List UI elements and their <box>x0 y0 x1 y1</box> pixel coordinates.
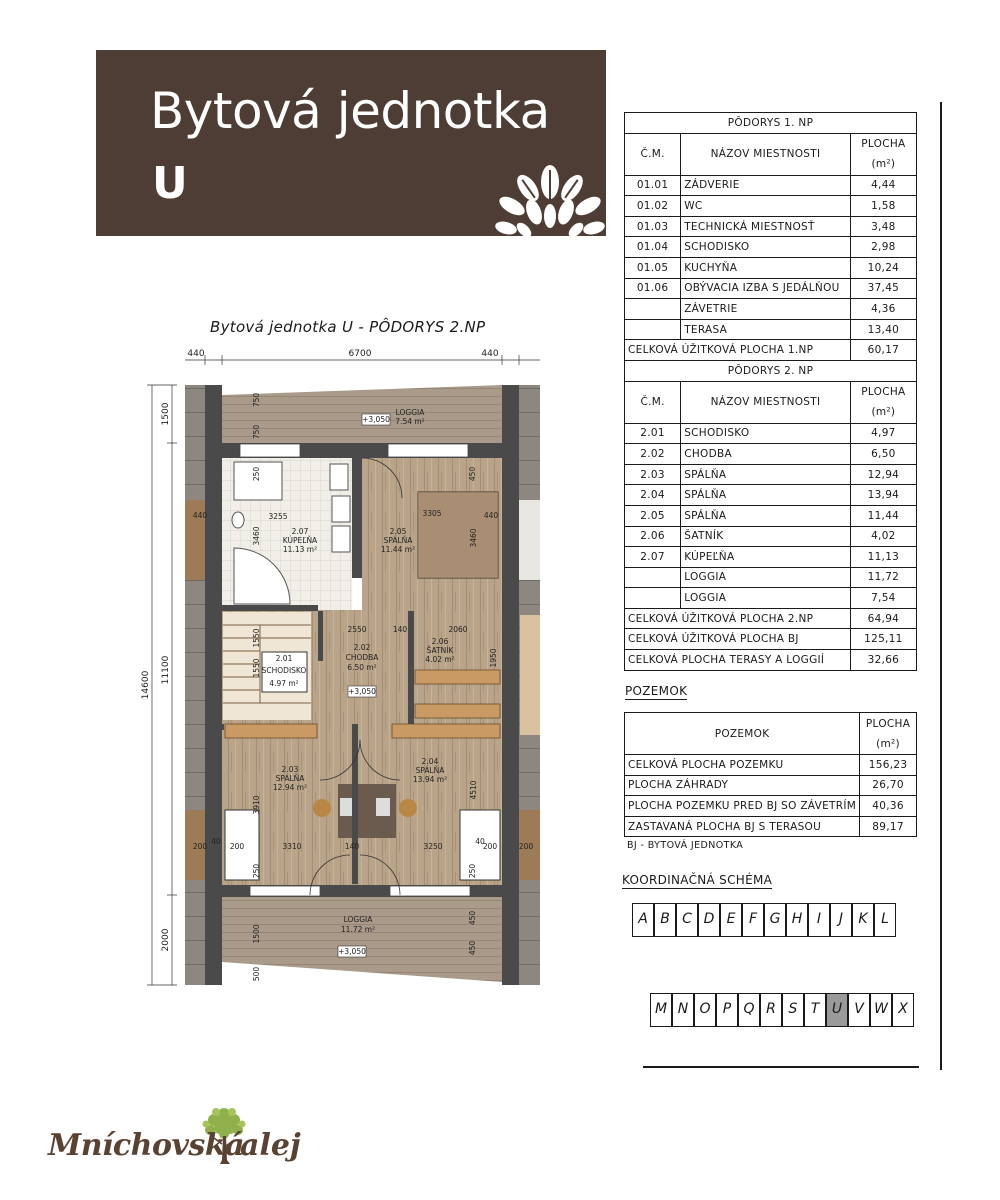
room-2-05-name: SPÁLŇA <box>383 536 413 545</box>
dim-250: 250 <box>252 466 261 482</box>
dim-40-a: 40 <box>211 837 221 846</box>
coord-cell-letter: K <box>858 911 868 927</box>
table-row: ZÁVETRIE 4,36 <box>625 299 917 320</box>
dim-140-b: 140 <box>344 842 360 851</box>
dim-6700: 6700 <box>348 349 372 359</box>
coord-cell-b <box>654 903 676 937</box>
coord-cell-letter: A <box>638 911 648 927</box>
dim-3305: 3305 <box>422 509 442 518</box>
coord-cell-u <box>826 993 848 1027</box>
coord-cell-q <box>738 993 760 1027</box>
table-row: PLOCHA POZEMKU PRED BJ SO ZÁVETRÍM 40,36 <box>625 796 917 817</box>
coord-cell-letter: E <box>726 911 736 927</box>
floor-plan-title: Bytová jednotka U - PÔDORYS 2.NP <box>210 318 486 336</box>
table-row: 2.01 SCHODISKO 4,97 <box>625 423 917 444</box>
dim-1500-b: 1500 <box>252 924 261 944</box>
table-row: 01.02 WC 1,58 <box>625 196 917 217</box>
dim-500: 500 <box>252 966 261 982</box>
table-row: 2.02 CHODBA 6,50 <box>625 444 917 465</box>
coord-cell-letter: S <box>788 1001 798 1017</box>
room-2-07-area: 11.13 m² <box>282 545 318 554</box>
dim-1950: 1950 <box>489 648 498 668</box>
coord-cell-l <box>874 903 896 937</box>
coord-scheme-heading: KOORDINAČNÁ SCHÉMA <box>622 873 773 887</box>
dim-440-right: 440 <box>481 349 499 359</box>
dim-40-b: 40 <box>475 837 485 846</box>
dim-4510: 4510 <box>469 780 478 800</box>
coord-cell-p <box>716 993 738 1027</box>
logo-text-main: Mníchovská <box>48 1128 245 1163</box>
level-loggia-bottom: +3,050 <box>338 947 366 956</box>
coord-cell-r <box>760 993 782 1027</box>
col-area-header: PLOCHA (m²) <box>850 133 916 175</box>
room-2-03-area: 12.94 m² <box>272 783 308 792</box>
loggia-top-name: LOGGIA <box>395 408 425 417</box>
room-2-04-num: 2.04 <box>421 757 439 766</box>
room-2-07-num: 2.07 <box>291 527 309 536</box>
dim-1550-a: 1550 <box>252 628 261 648</box>
table-row: 2.04 SPÁLŇA 13,94 <box>625 485 917 506</box>
coord-cell-letter: H <box>791 911 803 927</box>
coord-cell-m <box>650 993 672 1027</box>
dim-11100: 11100 <box>161 655 171 685</box>
table-row: LOGGIA 7,54 <box>625 588 917 609</box>
level-loggia-top: +3,050 <box>362 415 390 424</box>
divider-horizontal <box>643 1066 919 1068</box>
abbreviation-note: BJ - BYTOVÁ JEDNOTKA <box>627 840 744 851</box>
banner-title: Bytová jednotka <box>150 82 550 140</box>
coord-cell-f <box>742 903 764 937</box>
room-2-06-area: 4.02 m² <box>425 655 455 664</box>
dim-750-a: 750 <box>252 392 261 408</box>
coord-cell-letter: N <box>677 1001 689 1017</box>
col-pozemok-header: POZEMOK <box>625 713 860 755</box>
table-row: 01.05 KUCHYŇA 10,24 <box>625 257 917 278</box>
table-row: 2.03 SPÁLŇA 12,94 <box>625 464 917 485</box>
pozemok-table <box>624 712 917 837</box>
coord-cell-letter: P <box>722 1001 732 1017</box>
coord-cell-letter: J <box>838 911 844 927</box>
coord-cell-letter: M <box>654 1001 668 1017</box>
coord-cell-d <box>698 903 720 937</box>
dim-450-a: 450 <box>468 466 477 482</box>
dim-3460-b: 3460 <box>469 528 478 548</box>
coord-cell-i <box>808 903 830 937</box>
room-2-02-name: CHODBA <box>345 653 379 662</box>
col-area-header: PLOCHA (m²) <box>860 713 917 755</box>
table-row: LOGGIA 11,72 <box>625 567 917 588</box>
section-1np-title: PÔDORYS 1. NP <box>625 113 917 134</box>
dim-3255: 3255 <box>268 512 288 521</box>
coord-cell-w <box>870 993 892 1027</box>
room-2-04-area: 13.94 m² <box>412 775 448 784</box>
total-row-2np: CELKOVÁ ÚŽITKOVÁ PLOCHA 2.NP 64,94 <box>625 608 917 629</box>
table-row: TERASA 13,40 <box>625 319 917 340</box>
col-name-header: NÁZOV MIESTNOSTI <box>681 381 851 423</box>
coord-cell-letter: O <box>699 1001 711 1017</box>
dim-200-a: 200 <box>192 842 208 851</box>
dim-750-b: 750 <box>252 424 261 440</box>
dim-14600: 14600 <box>141 670 151 700</box>
table-row: 2.07 KÚPEĽŇA 11,13 <box>625 547 917 568</box>
dim-200-c: 200 <box>482 842 498 851</box>
banner-unit-letter: U <box>152 158 188 209</box>
room-2-03-num: 2.03 <box>281 765 299 774</box>
coord-cell-letter: Q <box>743 1001 755 1017</box>
dim-1500: 1500 <box>161 402 171 426</box>
room-2-07-name: KÚPEĽŇA <box>282 536 318 545</box>
coord-cell-n <box>672 993 694 1027</box>
room-2-01-area: 4.97 m² <box>269 679 299 688</box>
table-row: 01.04 SCHODISKO 2,98 <box>625 237 917 258</box>
title-banner <box>96 50 606 236</box>
dim-1550-b: 1550 <box>252 658 261 678</box>
dim-200-d: 200 <box>518 842 534 851</box>
floor-plan-drawing <box>130 340 550 1000</box>
dim-250-b: 250 <box>252 863 261 879</box>
coord-cell-h <box>786 903 808 937</box>
divider-vertical <box>940 102 942 1070</box>
col-number-header: Č.M. <box>625 381 681 423</box>
section-2np-title: PÔDORYS 2. NP <box>625 360 917 381</box>
table-row: 01.06 OBÝVACIA IZBA S JEDÁLŇOU 37,45 <box>625 278 917 299</box>
col-area-header: PLOCHA (m²) <box>850 381 916 423</box>
room-2-05-num: 2.05 <box>389 527 407 536</box>
dim-200-b: 200 <box>229 842 245 851</box>
logo-text-second: alej <box>240 1128 301 1163</box>
coord-cell-letter: D <box>703 911 715 927</box>
dim-2000: 2000 <box>161 928 171 952</box>
loggia-bottom-area: 11.72 m² <box>340 925 376 934</box>
coord-cell-x <box>892 993 914 1027</box>
table-row: 01.01 ZÁDVERIE 4,44 <box>625 175 917 196</box>
coord-cell-letter: R <box>766 1001 776 1017</box>
coord-cell-letter: U <box>831 1001 843 1017</box>
col-number-header: Č.M. <box>625 133 681 175</box>
coord-cell-letter: V <box>854 1001 864 1017</box>
dim-3310: 3310 <box>282 842 302 851</box>
dim-3910: 3910 <box>252 795 261 815</box>
coord-cell-g <box>764 903 786 937</box>
total-row-terrace: CELKOVÁ PLOCHA TERASY A LOGGIÍ 32,66 <box>625 650 917 671</box>
room-2-01-num: 2.01 <box>275 654 293 663</box>
pozemok-heading: POZEMOK <box>625 684 688 698</box>
coord-cell-letter: C <box>682 911 692 927</box>
dim-140-a: 140 <box>392 625 408 634</box>
coord-cell-t <box>804 993 826 1027</box>
dim-3460-a: 3460 <box>252 526 261 546</box>
coord-cell-s <box>782 993 804 1027</box>
total-row-bj: CELKOVÁ ÚŽITKOVÁ PLOCHA BJ 125,11 <box>625 629 917 650</box>
dim-2550: 2550 <box>347 625 367 634</box>
room-2-01-name: SCHODISKO <box>261 666 307 675</box>
coord-cell-letter: W <box>874 1001 888 1017</box>
coord-cell-letter: I <box>816 911 822 927</box>
table-row: ZASTAVANÁ PLOCHA BJ S TERASOU 89,17 <box>625 816 917 837</box>
room-area-table <box>624 112 917 671</box>
table-row: 01.03 TECHNICKÁ MIESTNOSŤ 3,48 <box>625 216 917 237</box>
coord-cell-letter: T <box>810 1001 820 1017</box>
room-2-04-name: SPÁLŇA <box>415 766 445 775</box>
coord-cell-a <box>632 903 654 937</box>
coord-cell-o <box>694 993 716 1027</box>
table-row: 2.05 SPÁLŇA 11,44 <box>625 505 917 526</box>
coord-cell-k <box>852 903 874 937</box>
room-2-03-name: SPÁLŇA <box>275 774 305 783</box>
coord-cell-v <box>848 993 870 1027</box>
coord-cell-letter: G <box>769 911 781 927</box>
loggia-top-area: 7.54 m² <box>395 417 425 426</box>
room-2-05-area: 11.44 m² <box>380 545 416 554</box>
table-row: PLOCHA ZÁHRADY 26,70 <box>625 775 917 796</box>
room-2-02-num: 2.02 <box>353 643 371 652</box>
level-chodba: +3,050 <box>348 687 376 696</box>
dim-3250: 3250 <box>423 842 443 851</box>
room-2-02-area: 6.50 m² <box>347 663 377 672</box>
room-2-06-name: ŠATNÍK <box>426 646 454 655</box>
dim-450-b: 450 <box>468 910 477 926</box>
table-row: 2.06 ŠATNÍK 4,02 <box>625 526 917 547</box>
coord-cell-letter: B <box>660 911 670 927</box>
table-row: CELKOVÁ PLOCHA POZEMKU 156,23 <box>625 755 917 776</box>
coord-cell-letter: X <box>898 1001 908 1017</box>
leaf-ornament-icon <box>494 154 606 236</box>
dim-250-c: 250 <box>468 863 477 879</box>
total-row-1np: CELKOVÁ ÚŽITKOVÁ PLOCHA 1.NP 60,17 <box>625 340 917 361</box>
dim-440-left: 440 <box>187 349 205 359</box>
coord-cell-letter: F <box>748 911 758 927</box>
dim-450-c: 450 <box>468 940 477 956</box>
dim-440-b: 440 <box>483 511 499 520</box>
room-2-06-num: 2.06 <box>431 637 449 646</box>
coord-cell-e <box>720 903 742 937</box>
loggia-bottom-name: LOGGIA <box>343 915 373 924</box>
dim-2060: 2060 <box>448 625 468 634</box>
dim-440-a: 440 <box>192 511 208 520</box>
coord-cell-j <box>830 903 852 937</box>
coord-cell-letter: L <box>881 911 889 927</box>
col-name-header: NÁZOV MIESTNOSTI <box>681 133 851 175</box>
coord-cell-c <box>676 903 698 937</box>
